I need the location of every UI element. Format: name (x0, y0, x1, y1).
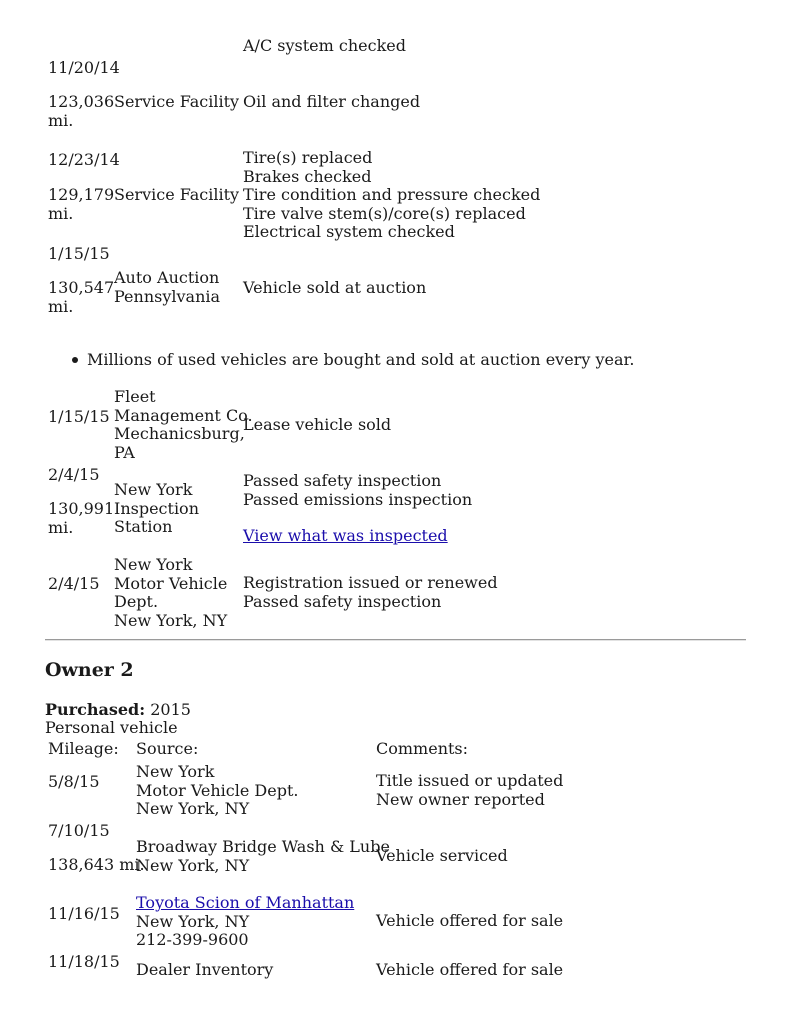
source-line: New York (114, 555, 193, 574)
record-comment: Title issued or updated (376, 771, 564, 790)
record-date: 11/16/15 (48, 904, 120, 923)
purchased-info (45, 701, 191, 720)
source-line: Station (114, 517, 173, 536)
record-comments (243, 149, 540, 242)
record-date: 5/8/15 (48, 772, 100, 791)
record-mileage: 130,991 (48, 499, 115, 518)
record-mileage: 123,036 (48, 92, 115, 111)
record-date: 7/10/15 (48, 821, 110, 840)
source-line: Inspection (114, 498, 199, 518)
header-comments: Comments: (376, 739, 469, 758)
record-comments (243, 472, 472, 509)
record-mileage: 130,547 (48, 278, 115, 297)
record-source: Dealer Inventory (136, 960, 274, 979)
record-date: 12/23/14 (48, 150, 120, 169)
record-date: 11/18/15 (48, 952, 120, 971)
record-comments (243, 574, 498, 611)
view-inspection-link[interactable]: View what was inspected (243, 526, 448, 545)
record-date: 2/4/15 (48, 465, 100, 484)
record-source (114, 269, 220, 306)
source-line: Mechanicsburg, (114, 424, 245, 443)
record-date: 1/15/15 (48, 244, 110, 263)
source-line: Pennsylvania (114, 286, 221, 306)
record-comment: Registration issued or renewed (243, 573, 498, 592)
record-source (114, 481, 199, 537)
record-source (136, 894, 354, 950)
record-source (136, 763, 298, 819)
record-comment: Tire condition and pressure checked (243, 185, 541, 204)
record-mileage-unit: mi. (48, 518, 74, 537)
source-line: New York, NY (136, 799, 250, 818)
record-comment: Passed safety inspection (243, 591, 442, 611)
source-line: Motor Vehicle Dept. (136, 780, 299, 800)
source-line: Motor Vehicle (114, 573, 228, 593)
record-mileage-unit: mi. (48, 111, 74, 130)
record-comment: Passed safety inspection (243, 471, 442, 490)
source-line: Auto Auction (114, 268, 220, 287)
dealer-phone: 212-399-9600 (136, 930, 249, 949)
record-date: 1/15/15 (48, 407, 110, 426)
source-line: New York (136, 762, 215, 781)
record-mileage-unit: mi. (48, 204, 74, 223)
record-source (114, 388, 253, 462)
bullet-icon (72, 357, 78, 363)
note-text: Millions of used vehicles are bought and sold at auction every year. (87, 350, 635, 369)
source-line: New York, NY (136, 855, 250, 875)
source-line: Management Co. (114, 405, 253, 425)
source-line: PA (114, 442, 135, 462)
record-comments (376, 772, 563, 809)
source-line: New York (114, 480, 193, 499)
purchased-year: 2015 (150, 700, 191, 719)
source-line: New York, NY (136, 911, 250, 931)
source-line: New York, NY (114, 610, 228, 630)
record-comment: Vehicle sold at auction (243, 278, 427, 297)
record-source: Service Facility (114, 92, 240, 111)
purchased-label: Purchased: (45, 700, 146, 719)
source-line: Fleet (114, 387, 156, 406)
record-mileage-unit: mi. (48, 297, 74, 316)
dealer-link[interactable]: Toyota Scion of Manhattan (136, 893, 355, 912)
record-comment: Oil and filter changed (243, 92, 421, 111)
section-divider (45, 639, 746, 641)
record-comment: Vehicle offered for sale (376, 960, 564, 979)
record-comment: Tire(s) replaced (243, 148, 373, 167)
record-comment: Electrical system checked (243, 222, 455, 241)
record-comment: Vehicle serviced (376, 846, 508, 865)
record-comment: Brakes checked (243, 166, 372, 186)
record-source (114, 556, 227, 630)
source-line: Broadway Bridge Wash & Lube (136, 837, 390, 856)
record-date: 2/4/15 (48, 574, 100, 593)
record-comment: Tire valve stem(s)/core(s) replaced (243, 203, 526, 223)
owner-title: Owner 2 (45, 659, 134, 681)
record-date: 11/20/14 (48, 58, 120, 77)
source-line: Dept. (114, 592, 159, 611)
record-source: Service Facility (114, 185, 240, 204)
header-mileage: Mileage: (48, 739, 119, 758)
header-source: Source: (136, 739, 199, 758)
vehicle-usage: Personal vehicle (45, 718, 178, 737)
record-comment: A/C system checked (243, 36, 406, 55)
record-comment: Lease vehicle sold (243, 415, 392, 434)
record-mileage: 129,179 (48, 185, 115, 204)
record-comment: Vehicle offered for sale (376, 911, 564, 930)
record-comment: New owner reported (376, 789, 545, 809)
record-comment: Passed emissions inspection (243, 489, 473, 509)
record-mileage: 138,643 mi. (48, 855, 145, 874)
record-source (136, 838, 390, 875)
